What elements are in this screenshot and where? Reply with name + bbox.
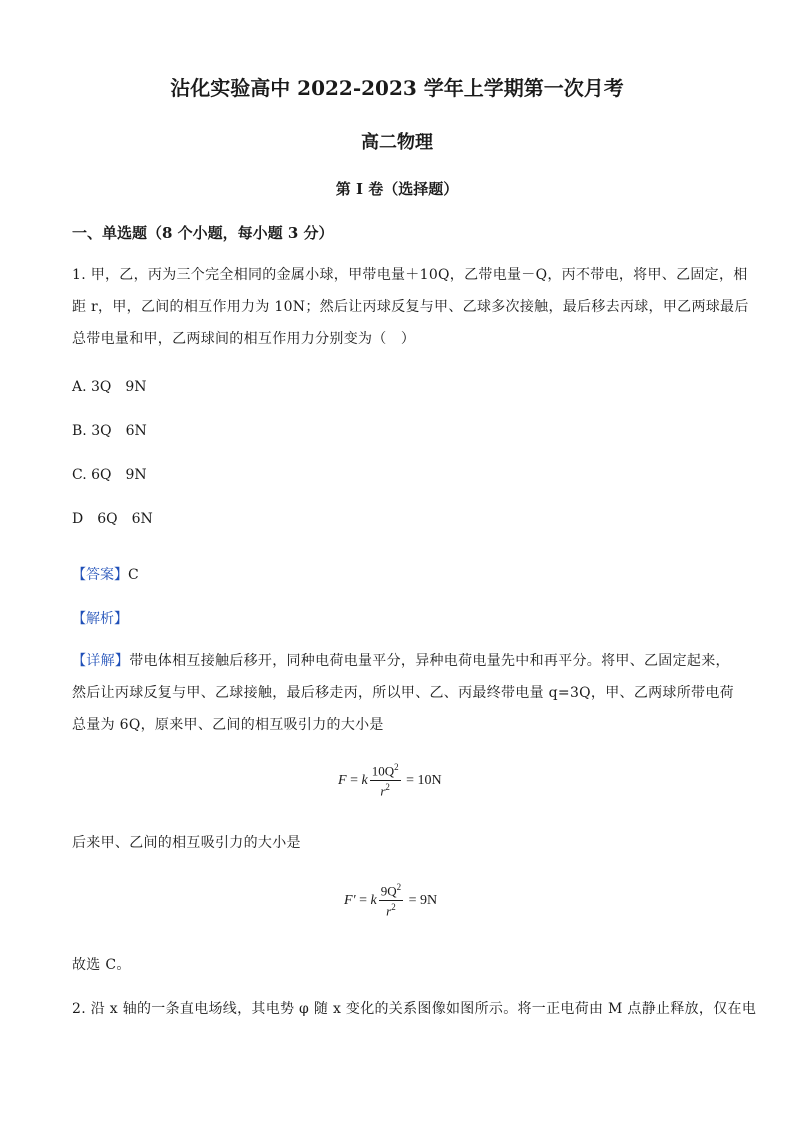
analysis-tag: 【解析】 [72, 611, 128, 627]
question-2-line-1: 2. 沿 x 轴的一条直电场线，其电势 φ 随 x 变化的关系图像如图所示。将一正电荷由 M 点静止释放，仅在电 [72, 1001, 757, 1017]
option-a: A. 3Q 9N [72, 379, 147, 395]
eq1-equals: = [350, 773, 358, 789]
eq2-fraction: $\frac{9Q^2}{r^2}$ [380, 882, 402, 919]
after-text: 后来甲、乙间的相互吸引力的大小是 [72, 835, 301, 851]
eq1-lhs: F [338, 773, 347, 789]
equation-1 [338, 762, 442, 800]
option-c: C. 6Q 9N [72, 467, 147, 483]
option-d: D 6Q 6N [72, 511, 153, 527]
section-heading: 一、单选题（8 个小题，每小题 3 分） [72, 224, 334, 242]
question-1-line-2: 距 r，甲，乙间的相互作用力为 10N；然后让丙球反复与甲、乙球多次接触，最后移去丙球，甲乙两球最后 [72, 299, 749, 315]
eq2-numerator: 9Q [380, 883, 397, 899]
conclusion: 故选 C。 [72, 957, 131, 973]
document-title: 沾化实验高中 2022-2023 学年上学期第一次月考 [170, 76, 624, 100]
question-1-line-3: 总带电量和甲，乙两球间的相互作用力分别变为（ ） [72, 331, 416, 347]
detail-line-1 [72, 654, 730, 668]
detail-line-2: 然后让丙球反复与甲、乙球接触，最后移走丙，所以甲、乙、丙最终带电量 q=3Q，甲、乙两球所带电荷 [72, 685, 734, 701]
subject-title: 高二物理 [361, 132, 433, 153]
eq2-rhs: = 9N [408, 893, 438, 909]
detail-tag: 【详解】 [72, 653, 130, 669]
eq2-equals: = [359, 893, 368, 909]
eq2-k: k [370, 893, 377, 909]
eq1-denominator: r [380, 783, 386, 799]
detail-text-1: 带电体相互接触后移开，同种电荷电量平分，异种电荷电量先中和再平分。将甲、乙固定起来， [129, 653, 730, 669]
eq1-numerator: 10Q [371, 763, 395, 779]
answer-line [72, 564, 139, 584]
eq1-rhs: = 10N [406, 773, 442, 789]
answer-value: C [128, 567, 139, 583]
detail-line-3: 总量为 6Q，原来甲、乙间的相互吸引力的大小是 [72, 717, 384, 733]
eq2-lhs: F′ [344, 893, 356, 909]
answer-tag: 【答案】 [72, 567, 128, 583]
question-1-line-1: 1. 甲，乙，丙为三个完全相同的金属小球，甲带电量＋10Q，乙带电量－Q，丙不带电，将甲、乙固定，相 [72, 267, 748, 283]
eq1-k: k [361, 773, 368, 789]
eq1-fraction: $\frac{10Q^2}{r^2}$ [371, 762, 399, 799]
option-b: B. 3Q 6N [72, 423, 147, 439]
equation-2 [344, 882, 437, 920]
eq2-denominator: r [386, 903, 392, 919]
volume-heading: 第 I 卷（选择题） [335, 180, 459, 198]
